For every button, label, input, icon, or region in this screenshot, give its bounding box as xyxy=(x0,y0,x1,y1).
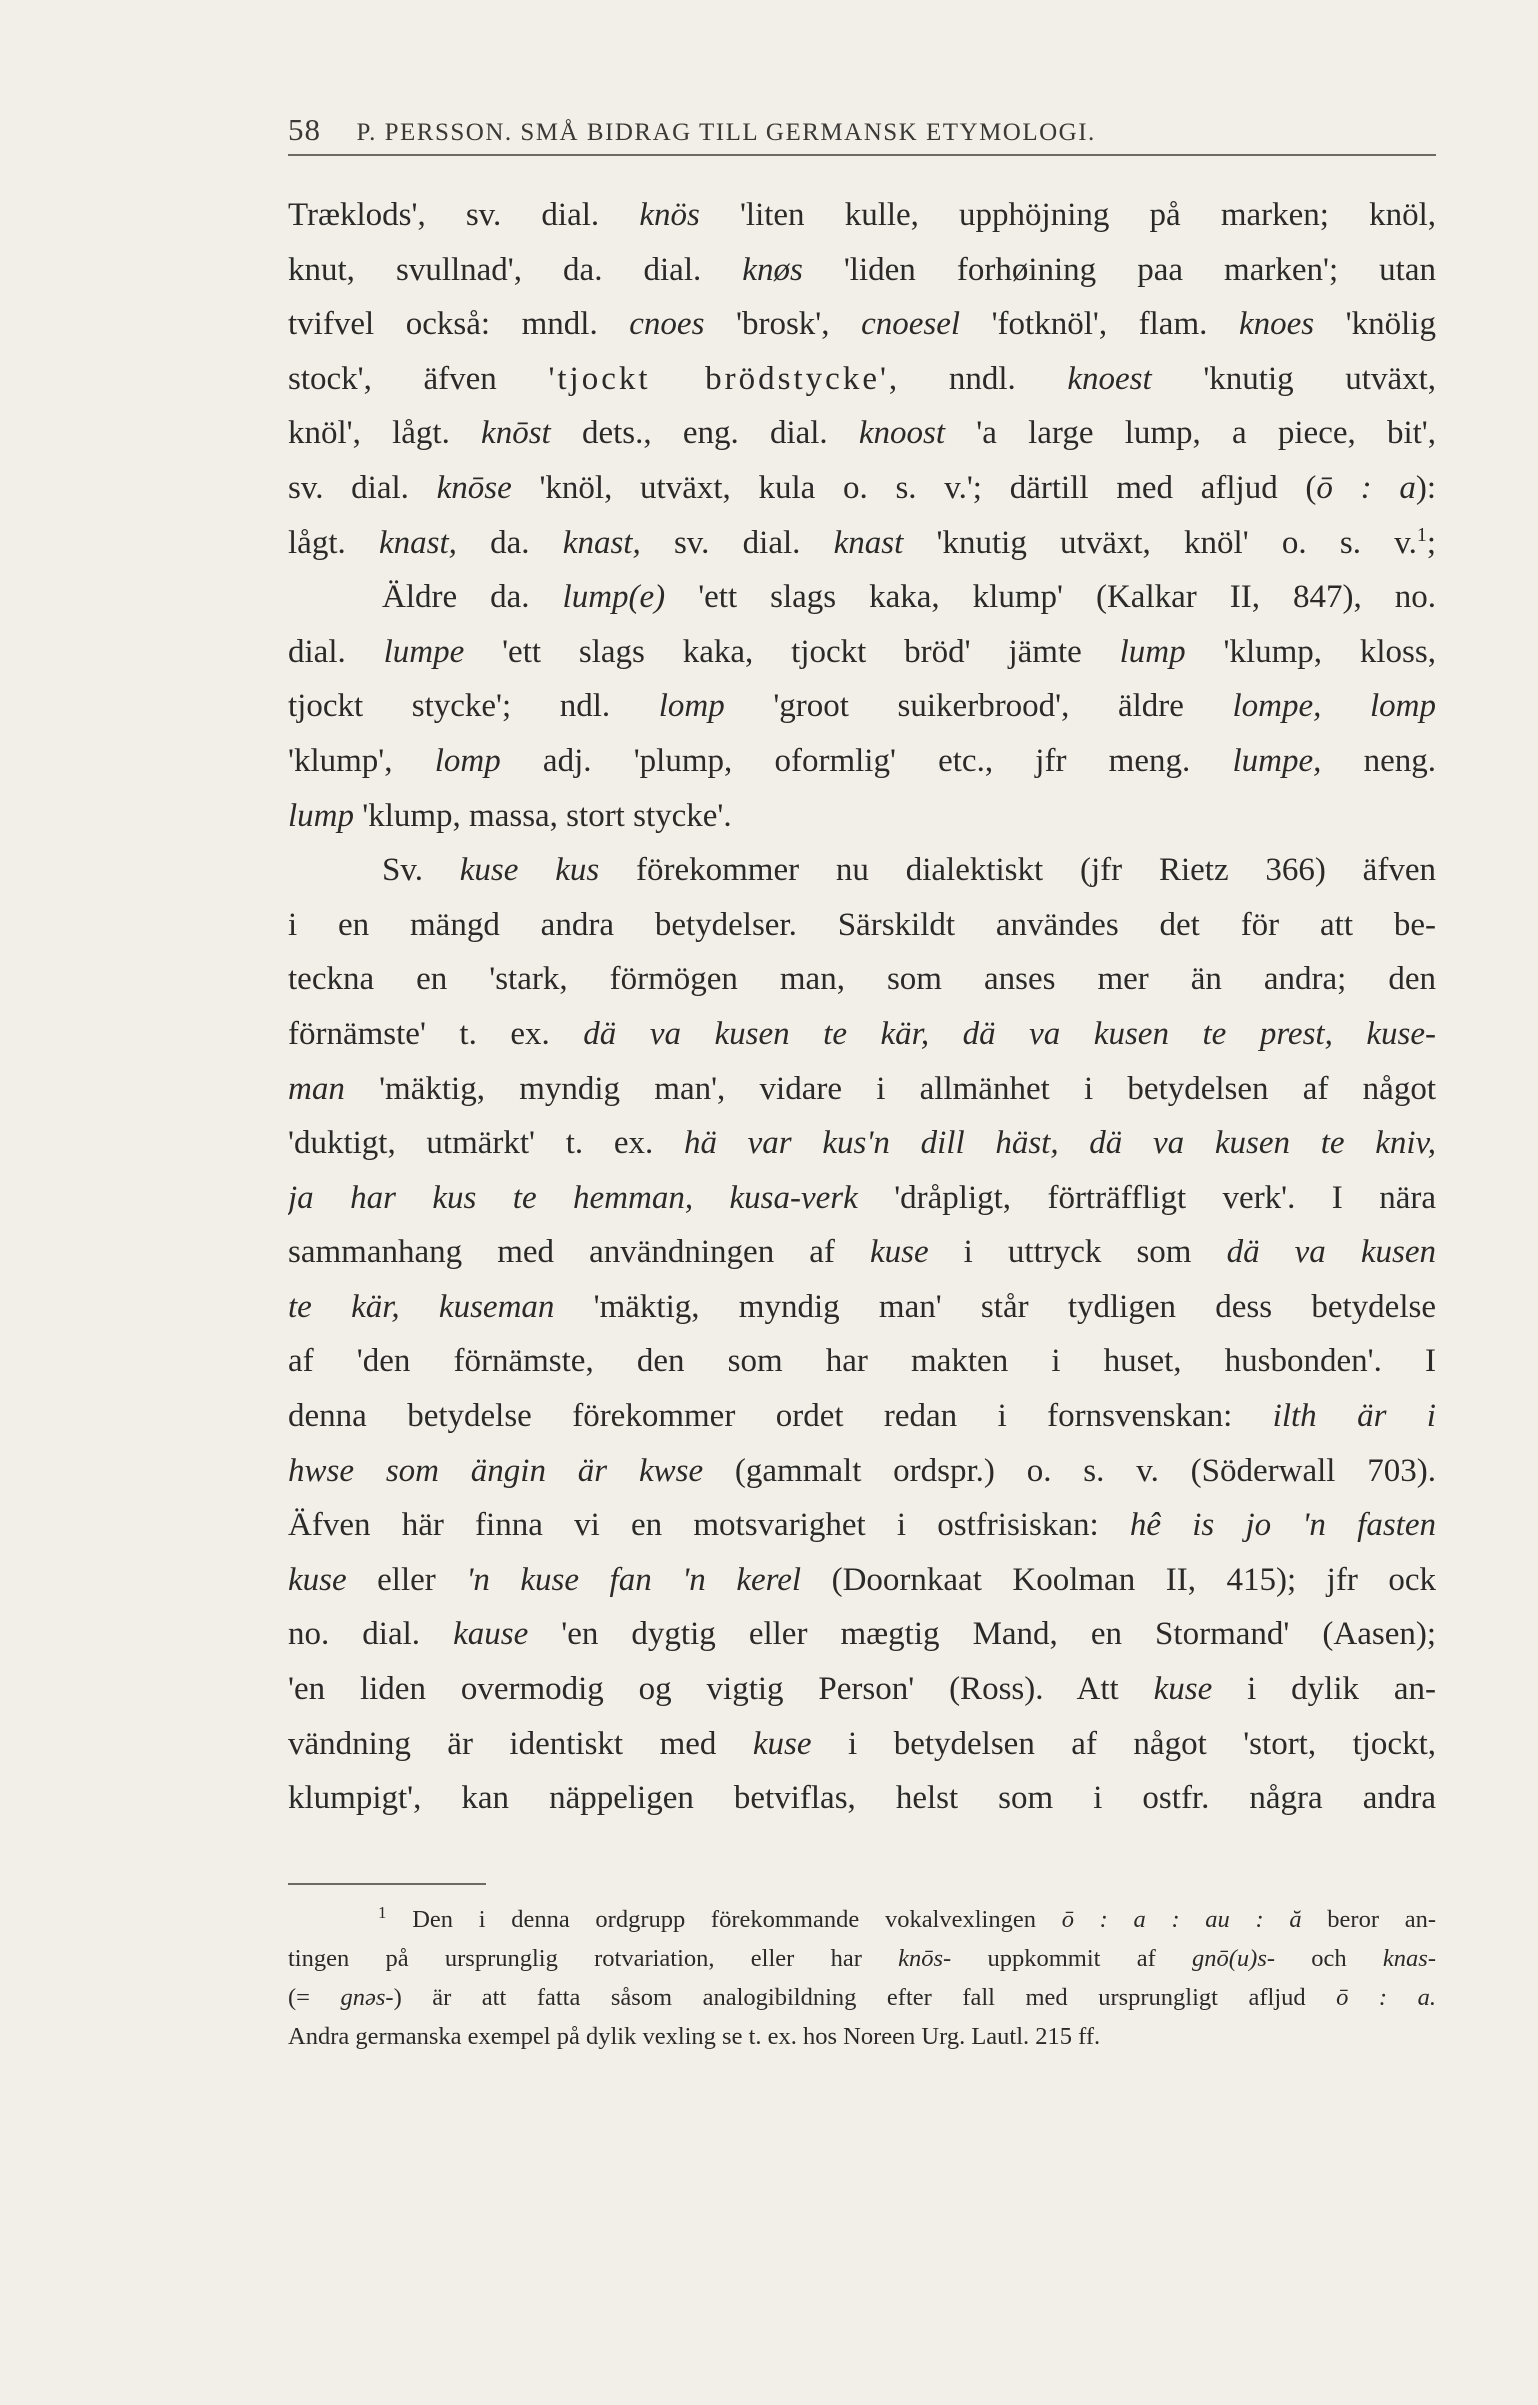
text-run: 'mäktig, myndig man' står tydligen dess betydelse xyxy=(554,1288,1436,1325)
italic-term: kuse kus xyxy=(459,852,600,889)
italic-term: man xyxy=(288,1070,345,1107)
text-run: sammanhang med användningen af xyxy=(288,1234,870,1271)
text-line xyxy=(288,570,1436,625)
italic-term: knast, xyxy=(378,524,457,561)
text-run: 'liten kulle, upphöjning på marken; knöl, xyxy=(699,197,1436,233)
text-run: 'ett slags kaka, tjockt bröd' jämte xyxy=(464,633,1120,670)
text-run: 'tjockt brödstycke' xyxy=(548,360,889,397)
text-line xyxy=(288,1771,1436,1826)
text-run: 'mäktig, myndig man', vidare i allmänhet i betydelsen af något xyxy=(344,1070,1436,1107)
text-line xyxy=(288,1280,1436,1335)
text-run: i en mängd andra betydelser. Särskildt användes det för att be- xyxy=(288,906,1436,943)
italic-term: ō : a xyxy=(1316,469,1416,506)
italic-term: cnoesel xyxy=(861,306,961,343)
text-run: uppkommit af xyxy=(951,1945,1192,1972)
text-run: Äldre da. xyxy=(382,579,563,616)
footnote-marker: 1 xyxy=(1416,523,1427,546)
italic-term: lumpe xyxy=(383,633,465,670)
italic-term: dä va kusen te kär, dä va kusen te prest, kuse- xyxy=(583,1015,1436,1052)
footnote-line xyxy=(288,1900,1436,1939)
text-run: 'fotknöl', flam. xyxy=(960,306,1239,343)
text-run: och xyxy=(1275,1945,1383,1972)
text-line xyxy=(288,898,1436,953)
footnote-line xyxy=(288,1978,1436,2017)
text-line xyxy=(288,1116,1436,1171)
italic-term: ō : a : au : ă xyxy=(1061,1906,1302,1933)
text-run: sv. dial. xyxy=(640,524,834,561)
text-run: Äfven här finna vi en motsvarighet i ostfrisiskan: xyxy=(288,1507,1130,1544)
text-run: dets., eng. dial. xyxy=(550,415,859,452)
footnote-marker: 1 xyxy=(378,1902,387,1922)
text-run: beror an- xyxy=(1301,1906,1436,1933)
text-line xyxy=(288,1444,1436,1499)
text-line xyxy=(288,1171,1436,1226)
text-run: i dylik an- xyxy=(1212,1671,1436,1708)
text-line xyxy=(288,952,1436,1007)
body-text xyxy=(288,188,1436,1826)
page-number: 58 xyxy=(288,112,321,147)
text-line xyxy=(288,243,1436,298)
italic-term: lump(e) xyxy=(562,579,666,616)
italic-term: lompe, lomp xyxy=(1232,688,1436,725)
header-rule xyxy=(288,154,1436,156)
text-run: 'knöl, utväxt, kula o. s. v.'; därtill med afljud ( xyxy=(511,469,1317,506)
text-line xyxy=(288,1717,1436,1772)
text-line xyxy=(288,1389,1436,1444)
italic-term: knoost xyxy=(858,415,946,452)
text-run: 'knutig utväxt, knöl' o. s. v. xyxy=(903,524,1417,561)
footnote-rule xyxy=(288,1883,486,1885)
text-run: 'dråpligt, förträffligt verk'. I nära xyxy=(857,1179,1436,1216)
text-run: vändning är identiskt med xyxy=(288,1725,753,1762)
italic-term: kuse xyxy=(869,1234,929,1271)
text-run: no. dial. xyxy=(288,1616,454,1653)
text-run: Andra germanska exempel på dylik vexling se t. ex. hos Noreen Urg. Lautl. 215 ff. xyxy=(288,2023,1101,2050)
italic-term: hê is jo 'n fasten xyxy=(1129,1507,1436,1544)
text-run: (gammalt ordspr.) o. s. v. (Söderwall 703). xyxy=(703,1452,1436,1489)
text-run: 'liden forhøining paa marken'; utan xyxy=(802,251,1436,288)
footnote-line xyxy=(288,1939,1436,1978)
text-run: sv. dial. xyxy=(288,469,437,506)
text-line xyxy=(288,625,1436,680)
italic-term: ilth är i xyxy=(1272,1398,1436,1435)
text-run: tvifvel också: mndl. xyxy=(288,306,630,343)
italic-term: knōst xyxy=(481,415,551,452)
italic-term: knōse xyxy=(436,469,512,506)
text-run: 'en dygtig eller mægtig Mand, en Stormand' (Aasen); xyxy=(528,1616,1436,1653)
italic-term: kuse xyxy=(1153,1671,1213,1708)
text-run: 'knutig utväxt, xyxy=(1151,360,1436,397)
italic-term: ja har kus te hemman, kusa-verk xyxy=(288,1179,858,1216)
italic-term: lump xyxy=(1119,633,1186,670)
italic-term: knas- xyxy=(1382,1945,1436,1972)
text-run: förekommer nu dialektiskt (jfr Rietz 366) äfven xyxy=(599,852,1436,889)
italic-term: gnō(u)s- xyxy=(1192,1945,1276,1972)
text-line xyxy=(288,1662,1436,1717)
text-run: adj. 'plump, oformlig' etc., jfr meng. xyxy=(500,742,1233,779)
text-run: 'brosk', xyxy=(704,306,862,343)
italic-term: lomp xyxy=(434,742,501,779)
text-line xyxy=(288,1334,1436,1389)
text-run: Træklods', sv. dial. xyxy=(288,197,640,233)
text-run: 'klump, massa, stort stycke'. xyxy=(354,797,732,834)
italic-term: knast xyxy=(833,524,904,561)
text-run: (= xyxy=(288,1984,341,2011)
italic-term: knoes xyxy=(1238,306,1315,343)
text-run: neng. xyxy=(1321,742,1436,779)
text-line xyxy=(288,1062,1436,1117)
text-line xyxy=(288,406,1436,461)
text-run: klumpigt', kan näppeligen betviflas, helst som i ostfr. några andra xyxy=(288,1780,1436,1817)
italic-term: knös xyxy=(639,197,700,233)
text-run: i betydelsen af något 'stort, tjockt, xyxy=(811,1725,1436,1762)
footnote xyxy=(288,1900,1436,2056)
italic-term: kuse xyxy=(752,1725,812,1762)
text-run: 'klump, kloss, xyxy=(1185,633,1436,670)
text-run: i uttryck som xyxy=(928,1234,1227,1271)
text-line xyxy=(288,843,1436,898)
italic-term: knøs xyxy=(742,251,803,288)
text-run: tingen på ursprunglig rotvariation, eller har xyxy=(288,1945,899,1972)
text-line xyxy=(288,1553,1436,1608)
italic-term: dä va kusen xyxy=(1226,1234,1436,1271)
text-run: , nndl. xyxy=(888,360,1068,397)
italic-term: hwse som ängin är kwse xyxy=(288,1452,704,1489)
italic-term: lomp xyxy=(658,688,725,725)
text-run: dial. xyxy=(288,633,384,670)
text-line xyxy=(288,516,1436,571)
italic-term: knoest xyxy=(1067,360,1152,397)
text-run: 'en liden overmodig og vigtig Person' (Ross). Att xyxy=(288,1671,1154,1708)
text-run: eller xyxy=(346,1561,467,1598)
text-run: Den i denna ordgrupp förekommande vokalvexlingen xyxy=(386,1906,1062,1933)
running-title: P. PERSSON. SMÅ BIDRAG TILL GERMANSK ETYMOLOGI. xyxy=(356,119,1096,146)
italic-term: 'n kuse fan 'n kerel xyxy=(466,1561,802,1598)
italic-term: kuse xyxy=(288,1561,347,1598)
text-run: 'klump', xyxy=(288,742,435,779)
italic-term: knōs- xyxy=(898,1945,952,1972)
italic-term: knast, xyxy=(562,524,641,561)
text-run: knut, svullnad', da. dial. xyxy=(288,251,743,288)
italic-term: kause xyxy=(453,1616,529,1653)
text-run: ): xyxy=(1415,469,1436,506)
text-run: 'groot suikerbrood', äldre xyxy=(724,688,1233,725)
text-line xyxy=(288,1225,1436,1280)
italic-term: lumpe, xyxy=(1232,742,1322,779)
text-run: denna betydelse förekommer ordet redan i fornsvenskan: xyxy=(288,1398,1273,1435)
text-run: af 'den förnämste, den som har makten i huset, husbonden'. I xyxy=(288,1343,1436,1380)
italic-term: hä var kus'n dill häst, dä va kusen te kniv, xyxy=(683,1125,1436,1162)
italic-term: gnəs- xyxy=(340,1984,394,2011)
text-line xyxy=(288,734,1436,789)
page-header xyxy=(288,112,1436,148)
text-line xyxy=(288,1607,1436,1662)
text-run: stock', äfven xyxy=(288,360,549,397)
text-run: 'a large lump, a piece, bit', xyxy=(945,415,1436,452)
text-line xyxy=(288,352,1436,407)
text-line xyxy=(288,1498,1436,1553)
text-line xyxy=(288,1007,1436,1062)
text-line xyxy=(288,679,1436,734)
text-run: lågt. xyxy=(288,524,379,561)
text-line xyxy=(288,188,1436,243)
text-run: da. xyxy=(456,524,563,561)
text-run: ) är att fatta såsom analogibildning efter fall med ursprungligt afljud xyxy=(393,1984,1337,2011)
text-line xyxy=(288,789,1436,844)
footnote-line xyxy=(288,2017,1436,2056)
text-run: teckna en 'stark, förmögen man, som anses mer än andra; den xyxy=(288,961,1436,998)
italic-term: lump xyxy=(288,797,354,834)
text-run: tjockt stycke'; ndl. xyxy=(288,688,659,725)
text-run: knöl', lågt. xyxy=(288,415,482,452)
text-run: 'duktigt, utmärkt' t. ex. xyxy=(288,1125,684,1162)
text-run: (Doornkaat Koolman II, 415); jfr ock xyxy=(801,1561,1436,1598)
text-run: 'ett slags kaka, klump' (Kalkar II, 847), no. xyxy=(665,579,1436,616)
text-line xyxy=(288,297,1436,352)
text-run: ; xyxy=(1426,524,1436,561)
italic-term: te kär, kuseman xyxy=(288,1288,555,1325)
text-run: Sv. xyxy=(382,852,460,889)
text-line xyxy=(288,461,1436,516)
text-run: förnämste' t. ex. xyxy=(288,1015,584,1052)
italic-term: cnoes xyxy=(629,306,705,343)
italic-term: ō : a. xyxy=(1336,1984,1436,2011)
text-run: 'knölig xyxy=(1314,306,1436,343)
